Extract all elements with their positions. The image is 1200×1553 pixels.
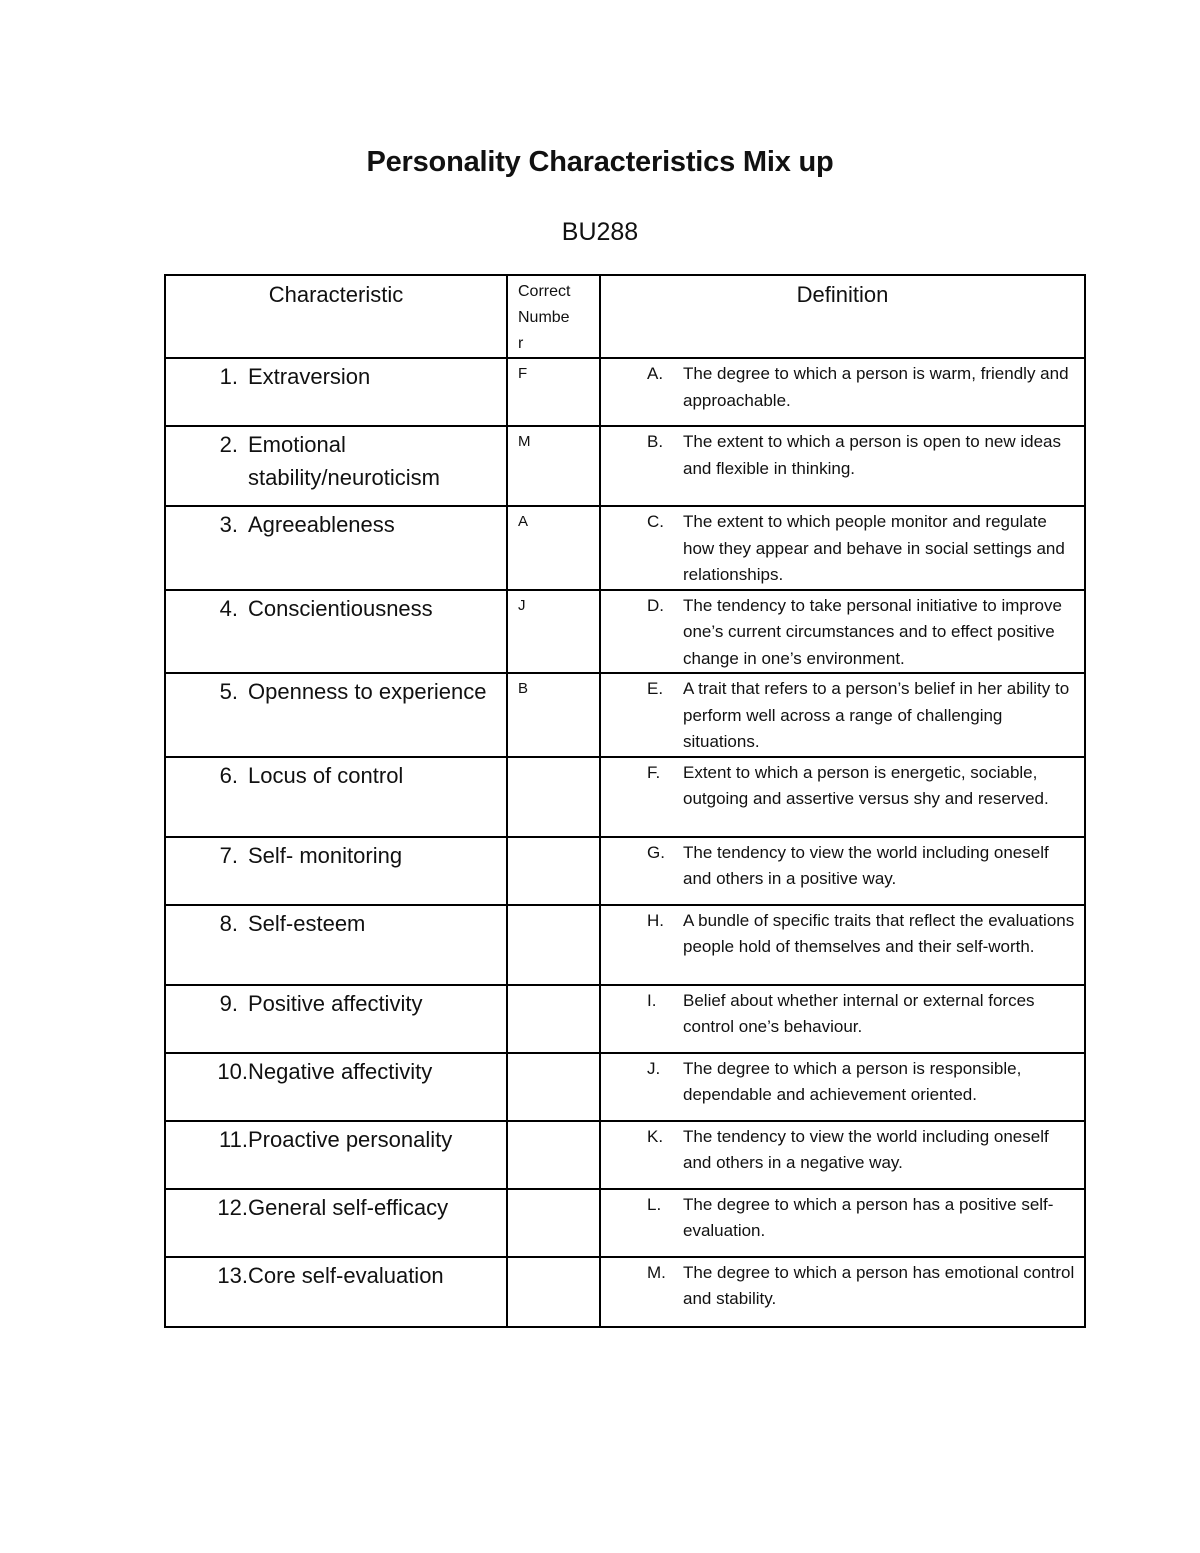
correct-number-answer (508, 1258, 599, 1264)
definition-text: The degree to which a person is responsible, dependable and achievement oriented. (683, 1058, 1022, 1104)
definition-item (601, 906, 1084, 961)
table-row (165, 837, 1085, 905)
characteristic-cell (165, 1189, 507, 1257)
definition-cell (600, 426, 1085, 506)
characteristic-number: 9. (219, 990, 238, 1016)
definition-letter: D. (647, 595, 664, 615)
definition-text: The extent to which people monitor and regulate how they appear and behave in social settings and relationships. (683, 512, 1065, 584)
correct-number-cell[interactable] (507, 1121, 600, 1189)
characteristic-label: Extraversion (248, 364, 371, 389)
characteristic-number: 11. (219, 1126, 248, 1152)
characteristic-number: 12. (217, 1194, 248, 1220)
header-characteristic: Characteristic (268, 282, 404, 307)
header-definition: Definition (796, 282, 889, 307)
characteristic-number: 5. (219, 679, 238, 704)
definition-cell (600, 506, 1085, 590)
characteristic-cell (165, 905, 507, 985)
definition-item (601, 1122, 1084, 1177)
definition-item (601, 674, 1084, 756)
definition-cell (600, 905, 1085, 985)
correct-number-cell[interactable] (507, 1257, 600, 1327)
characteristic-item (166, 1190, 506, 1224)
characteristic-item (166, 1054, 506, 1088)
header-definition-cell (600, 275, 1085, 358)
definition-item (601, 986, 1084, 1041)
definition-item (601, 838, 1084, 893)
definition-cell (600, 1121, 1085, 1189)
correct-number-answer (508, 1190, 599, 1196)
characteristic-cell (165, 985, 507, 1053)
definition-letter: L. (647, 1194, 662, 1214)
definition-letter: G. (647, 842, 665, 862)
definition-item (601, 591, 1084, 673)
definition-text: The degree to which a person has a positive self-evaluation. (683, 1194, 1054, 1240)
characteristic-item (166, 359, 506, 393)
correct-number-answer (508, 758, 599, 764)
definition-cell (600, 757, 1085, 837)
table-row (165, 985, 1085, 1053)
correct-number-answer (508, 1122, 599, 1128)
characteristic-label: Openness to experience (248, 679, 487, 704)
definition-letter: K. (647, 1126, 664, 1146)
correct-number-cell[interactable] (507, 673, 600, 757)
characteristic-item (166, 906, 506, 940)
definition-cell (600, 358, 1085, 426)
characteristic-cell (165, 1121, 507, 1189)
characteristic-number: 1. (219, 364, 238, 389)
definition-item (601, 1054, 1084, 1109)
definition-letter: I. (647, 990, 657, 1010)
characteristic-number: 3. (219, 512, 238, 537)
characteristic-cell (165, 1053, 507, 1121)
characteristic-item (166, 838, 506, 872)
characteristic-number: 6. (219, 762, 238, 788)
characteristic-label: Agreeableness (248, 512, 395, 537)
definition-item (601, 758, 1084, 813)
definition-item (601, 1190, 1084, 1245)
definition-text: A bundle of specific traits that reflect the evaluations people hold of themselves and their self-worth. (683, 910, 1075, 956)
page-title: Personality Characteristics Mix up (366, 146, 834, 178)
characteristic-label: Self- monitoring (248, 842, 403, 868)
definition-text: The degree to which a person has emotional control and stability. (683, 1262, 1075, 1308)
course-code: BU288 (561, 218, 639, 246)
characteristic-number: 13. (217, 1262, 248, 1288)
characteristic-label: General self-efficacy (248, 1194, 449, 1220)
characteristic-cell (165, 506, 507, 590)
definition-text: Belief about whether internal or external forces control one’s behaviour. (683, 990, 1035, 1036)
definition-letter: M. (647, 1262, 666, 1282)
table-row (165, 426, 1085, 506)
characteristic-item (166, 1258, 506, 1292)
correct-number-answer: A (518, 513, 529, 530)
definition-cell (600, 1257, 1085, 1327)
characteristic-item (166, 674, 506, 708)
characteristic-cell (165, 590, 507, 674)
correct-number-answer: F (518, 365, 528, 382)
header-characteristic-cell (165, 275, 507, 358)
characteristic-label: Core self-evaluation (248, 1262, 444, 1288)
definition-item (601, 427, 1084, 482)
characteristic-label: Conscientiousness (248, 595, 433, 621)
characteristic-cell (165, 426, 507, 506)
characteristic-number: 4. (219, 595, 238, 621)
correct-number-cell[interactable] (507, 358, 600, 426)
characteristic-label: Locus of control (248, 762, 404, 788)
definition-letter: F. (647, 762, 661, 782)
correct-number-cell[interactable] (507, 1189, 600, 1257)
table-row (165, 757, 1085, 837)
table-body (165, 275, 1085, 1327)
correct-number-cell[interactable] (507, 837, 600, 905)
characteristic-label: Self-esteem (248, 910, 366, 936)
definition-text: A trait that refers to a person’s belief in her ability to perform well across a range of challenging situations. (683, 679, 1070, 751)
definition-text: The extent to which a person is open to new ideas and flexible in thinking. (683, 432, 1062, 478)
definition-text: The tendency to take personal initiative to improve one’s current circumstances and to effect positive change in one’s environment. (683, 595, 1062, 668)
table-header-row (165, 275, 1085, 358)
definition-cell (600, 673, 1085, 757)
characteristic-label: Positive affectivity (248, 990, 423, 1016)
characteristic-label: Emotional stability/neuroticism (248, 432, 440, 490)
definition-item (601, 507, 1084, 589)
correct-number-answer: B (518, 680, 529, 697)
table-row (165, 1257, 1085, 1327)
table-row (165, 590, 1085, 674)
correct-number-answer (508, 986, 599, 992)
correct-number-cell[interactable] (507, 590, 600, 674)
table-row (165, 1189, 1085, 1257)
definition-letter: C. (647, 512, 664, 531)
characteristic-number: 10. (217, 1058, 248, 1084)
header-correct-number-cell (507, 275, 600, 358)
definition-letter: E. (647, 679, 664, 698)
correct-number-answer (508, 1054, 599, 1060)
correct-number-cell[interactable] (507, 1053, 600, 1121)
characteristic-item (166, 427, 506, 494)
definition-item (601, 359, 1084, 414)
correct-number-answer: M (518, 433, 531, 450)
correct-number-answer (508, 906, 599, 912)
definition-letter: A. (647, 364, 664, 383)
definition-text: The tendency to view the world including oneself and others in a negative way. (683, 1126, 1049, 1172)
table-row (165, 506, 1085, 590)
table-row (165, 905, 1085, 985)
characteristic-cell (165, 757, 507, 837)
characteristic-item (166, 1122, 506, 1156)
characteristic-number: 2. (219, 432, 238, 457)
definition-cell (600, 1189, 1085, 1257)
definition-item (601, 1258, 1084, 1313)
definition-cell (600, 590, 1085, 674)
table-row (165, 1053, 1085, 1121)
correct-number-answer: J (518, 596, 526, 614)
definition-text: The degree to which a person is warm, friendly and approachable. (683, 364, 1069, 410)
characteristic-number: 7. (219, 842, 238, 868)
definition-cell (600, 1053, 1085, 1121)
characteristic-label: Negative affectivity (248, 1058, 433, 1084)
characteristic-cell (165, 837, 507, 905)
characteristic-cell (165, 358, 507, 426)
definition-cell (600, 985, 1085, 1053)
correct-number-cell[interactable] (507, 426, 600, 506)
characteristic-label: Proactive personality (248, 1126, 453, 1152)
correct-number-cell[interactable] (507, 506, 600, 590)
characteristic-item (166, 591, 506, 625)
characteristic-number: 8. (219, 910, 238, 936)
definition-cell (600, 837, 1085, 905)
correct-number-cell[interactable] (507, 757, 600, 837)
definition-text: Extent to which a person is energetic, sociable, outgoing and assertive versus shy and reserved. (683, 762, 1049, 808)
definition-letter: H. (647, 910, 664, 930)
table-row (165, 673, 1085, 757)
correct-number-cell[interactable] (507, 985, 600, 1053)
characteristic-cell (165, 1257, 507, 1327)
characteristic-item (166, 507, 506, 541)
header-correct-number: Correct Numbe r (518, 283, 571, 352)
definition-letter: B. (647, 432, 664, 451)
table-row (165, 1121, 1085, 1189)
matching-table (164, 274, 1086, 1328)
characteristic-item (166, 758, 506, 792)
definition-letter: J. (647, 1058, 661, 1078)
correct-number-cell[interactable] (507, 905, 600, 985)
definition-text: The tendency to view the world including oneself and others in a positive way. (683, 842, 1049, 888)
table-row (165, 358, 1085, 426)
correct-number-answer (508, 838, 599, 844)
characteristic-item (166, 986, 506, 1020)
characteristic-cell (165, 673, 507, 757)
